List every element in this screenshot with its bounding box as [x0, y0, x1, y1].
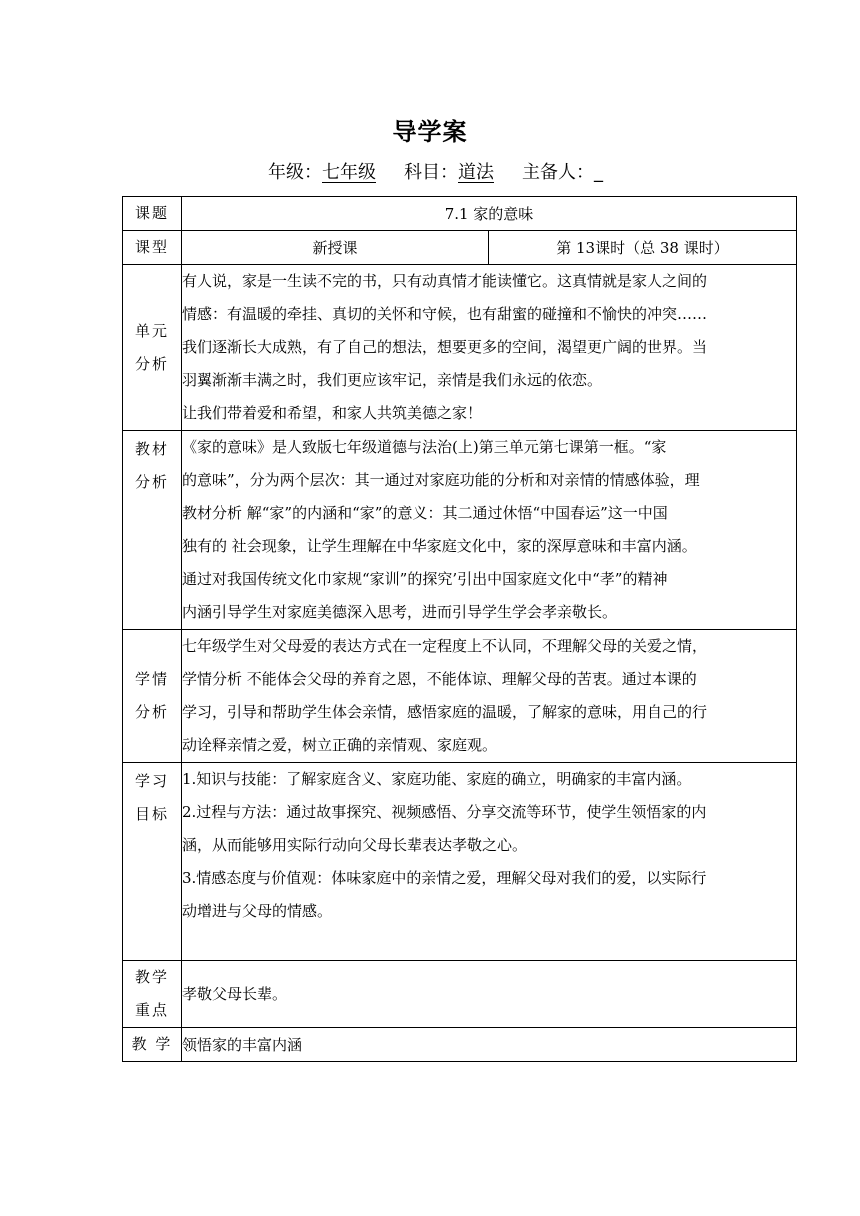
- row-textbook-analysis: [123, 431, 797, 630]
- lesson-type-value: 新授课: [182, 231, 489, 265]
- unit-analysis-text: 有人说，家是一生读不完的书，只有动真情才能读懂它。这真情就是家人之间的 情感：有温暖的牵挂、真切的关怀和守候，也有甜蜜的碰撞和不愉快的冲突…… 我们逐渐长大成熟，有了自己的想法，想要更多的空间，渴望更广阔的世界。当 羽翼渐渐丰满之时，我们更应该牢记，亲情是我们永远的依恋。 让我们带着爱和希望，和家人共筑美德之家！: [182, 265, 797, 431]
- row-unit-analysis: [123, 265, 797, 431]
- subject-value: 道法: [458, 162, 494, 183]
- row-difficult-points: [123, 1028, 797, 1062]
- lesson-type-label: 课型: [123, 231, 182, 265]
- grade-label: 年级：: [268, 162, 322, 183]
- difficult-points-text: 领悟家的丰富内涵: [182, 1028, 797, 1062]
- student-analysis-text: 七年级学生对父母爱的表达方式在一定程度上不认同，不理解父母的关爱之情， 学情分析 不能体会父母的养育之恩，不能体谅、理解父母的苦衷。通过本课的 学习，引导和帮助学生体会亲情，感悟家庭的温暖，了解家的意味，用自己的行 动诠释亲情之爱，树立正确的亲情观、家庭观。: [182, 630, 797, 763]
- grade-value: 七年级: [322, 162, 376, 183]
- preparer-value: _: [594, 162, 603, 183]
- unit-analysis-label: 单元 分析: [123, 265, 182, 431]
- lesson-period: 第 13课时（总 38 课时）: [489, 231, 797, 265]
- key-points-label: 教学 重点: [123, 961, 182, 1028]
- topic-value: 7.1 家的意味: [182, 197, 797, 231]
- row-key-points: [123, 961, 797, 1028]
- key-points-text: 孝敬父母长辈。: [182, 961, 797, 1028]
- lesson-plan-table: [122, 196, 797, 1062]
- row-lesson-type: [123, 231, 797, 265]
- objectives-text: 1.知识与技能：了解家庭含义、家庭功能、家庭的确立，明确家的丰富内涵。 2.过程与方法：通过故事探究、视频感悟、分享交流等环节，使学生领悟家的内 涵，从而能够用实际行动向父母长辈表达孝敬之心。 3.情感态度与价值观：体味家庭中的亲情之爱，理解父母对我们的爱，以实际行 动增进与父母的情感。: [182, 763, 797, 961]
- student-analysis-label: 学情 分析: [123, 630, 182, 763]
- difficult-points-label: 教 学: [123, 1028, 182, 1062]
- textbook-analysis-text: 《家的意味》是人致版七年级道德与法治(上)第三单元第七课第一框。“家 的意味”，分为两个层次：其一通过对家庭功能的分析和对亲情的情感体验，理 教材分析 解“家”的内涵和“家”的意义：其二通过休悟“中国春运”这一中国 独有的 社会现象，让学生理解在中华家庭文化中，家的深厚意味和丰富内涵。 通过对我国传统文化巾家规“家训”的探究’引出中国家庭文化中“孝”的精神 内涵引导学生对家庭美德深入思考，进而引导学生学会孝亲敬长。: [182, 431, 797, 630]
- objectives-label: 学习 目标: [123, 763, 182, 961]
- row-topic: [123, 197, 797, 231]
- lesson-meta: [268, 158, 603, 184]
- topic-label: 课题: [123, 197, 182, 231]
- subject-label: 科目：: [404, 162, 458, 183]
- preparer-label: 主备人：: [522, 162, 594, 183]
- row-objectives: [123, 763, 797, 961]
- page-title: 导学案: [392, 118, 468, 146]
- textbook-analysis-label: 教材 分析: [123, 431, 182, 630]
- row-student-analysis: [123, 630, 797, 763]
